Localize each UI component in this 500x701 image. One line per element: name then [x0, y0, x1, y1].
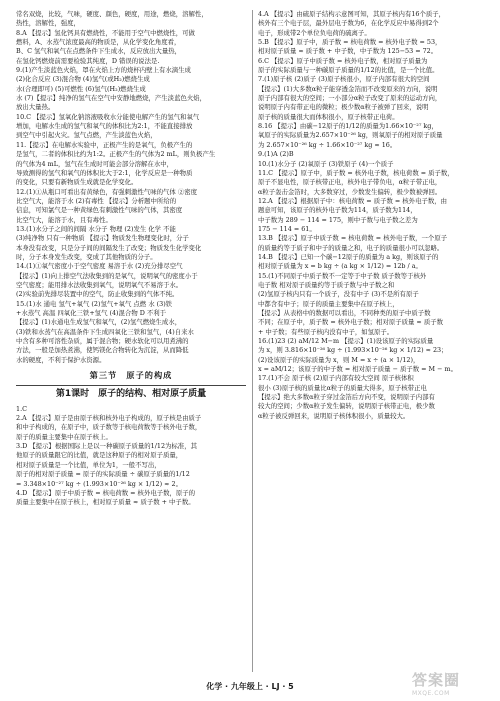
answer-line: 是氢气，二者的体积比约为1:2。正极产生的气体为2 mL，则负极产生: [16, 150, 216, 159]
answer-line: α粒子被反弹回来，说明原子核体积很小，质量较大。: [258, 411, 410, 420]
answer-line: 题意可知，该原子的核外电子数为114，质子数为114，: [258, 206, 417, 215]
section-title: 第三节 原子的构成: [89, 370, 173, 381]
answer-line: 增加，电解水生成的氢气和氧气的体积比为2:1，不能直接排放: [16, 122, 193, 131]
answer-line: 很小 (3)原子核的质量比α粒子的质量大得多，原子核带正电: [258, 383, 427, 392]
answer-line: 中子数为 289 − 114 = 175，则中子数与电子数之差为: [258, 215, 418, 224]
answer-line: 氧原子的实际质量为2.657×10⁻²⁶ kg，则氧原子的相对原子质量: [258, 131, 443, 140]
answer-line: 【提示】从表格中的数据可以看出，不同种类的原子中质子数: [258, 309, 431, 317]
answer-line: 14.B 【提示】已知一个碳−12原子的质量为 a kg，则该原子的: [258, 252, 439, 261]
answer-line: 电子，形成带2个单位负电荷的硫离子。: [258, 28, 371, 37]
answer-line: 12.(1)①从瓶口可看出有黄绿色，有强刺激性气味的气体 ②密度: [16, 187, 198, 196]
answer-line: 方法，一般是加热煮沸，使钙镁化合物转化为沉淀，从而降低: [16, 346, 189, 355]
left-answers-part-b: [16, 405, 246, 508]
answer-line: 【提示】(1)向上排空气法收集到的是氧气，说明氧气的密度小于: [16, 271, 198, 280]
answer-line: 的质量约等于质子和中子的质量之和，电子的质量很小可以忽略。: [258, 243, 444, 252]
answer-line: 核外有三个电子层，最外层电子数为6，在化学反应中易得到2个: [258, 19, 439, 28]
answer-line: 相对原子质量是一个比值，单位为1，一般不写出，: [16, 460, 161, 469]
answer-line: 他原子的质量跟它的比值，就是这种原子的相对原子质量，: [16, 451, 183, 460]
answer-line: 13.(1)水分子之间的间隔 水分子 物理 (2)发生 化学 不能: [16, 224, 176, 233]
answer-line: 16.(1)23 (2) aM/12 M−m 【提示】(1)设该原子的实际质量: [258, 337, 434, 346]
answer-line: 热性，溶解性，强度，: [16, 19, 80, 28]
answer-line: 原子的质量主要集中在原子核上。: [16, 432, 112, 441]
answer-line: + 中子数；有些原子核内没有中子，如氢原子。: [258, 327, 394, 336]
answer-line: 11.【提示】在电解水实验中，正极产生的是氧气，负极产生的: [16, 140, 193, 149]
answer-line: 为 2.657×10⁻²⁶ kg ÷ 1.66×10⁻²⁷ kg ≈ 16。: [258, 140, 397, 149]
answer-line: 2.A 【提示】原子是由原子核和核外电子构成的，原子核是由质子: [16, 414, 202, 423]
answer-line: 7.(1)原子核 (2)质子 (3)原子核很小，原子内部有很大的空间: [258, 75, 430, 84]
answer-line: 中含有多种可溶性杂质，属于混合物；硬水软化可以用煮沸的: [16, 337, 189, 346]
answer-line: 8.A 【提示】氢化钙具有燃烧性，不能用于空气中燃烧性，可做: [16, 28, 195, 37]
watermark-logo: [412, 669, 490, 695]
answer-line: 原子不显电性，原子核带正电，核外电子带负电，α粒子带正电，: [258, 178, 442, 187]
answer-line: 为 x，则 3.816×10⁻²⁶ kg ÷ (1.993×10⁻²⁶ kg × 1/12) ≈ 23；: [258, 346, 448, 355]
answer-line: 较大的空间；少数α粒子发生偏转，说明原子核带正电，极少数: [258, 402, 435, 411]
answer-line: 水 (7)【提示】纯净的氢气在空气中安静地燃烧，产生淡蓝色火焰，: [16, 94, 207, 103]
answer-line: 本身没有改变，只是分子间的间隔发生了改变；物质发生化学变化: [16, 243, 202, 252]
answer-line: 质量主要集中在原子核上，相对原子质量 ≈ 质子数 + 中子数。: [16, 498, 195, 507]
answer-line: 17.(1)不会 原子核 (2)原子内部有较大空间 原子核体积: [258, 374, 414, 383]
answer-line: 说明原子内有带正电的微粒；极少数α粒子被弹了回来，说明: [258, 103, 429, 112]
answer-line: 和中子构成的，在原子中，质子数等于核电荷数等于核外电子数，: [16, 423, 202, 432]
answer-line: 电子数 相对原子质量约等于质子数与中子数之和: [258, 280, 395, 289]
answer-line: 原子的实际质量与一种碳原子质量的1/12的比值，是一个比值。: [258, 66, 439, 75]
answer-line: 中都含有中子；原子的质量主要集中在原子核上，: [258, 299, 399, 308]
answer-line: 到空气中引起火灾。氢气点燃，产生淡蓝色火焰，: [16, 131, 157, 140]
answer-line: 4.A 【提示】由硫原子结构示意图可知，其原子核内有16个质子，: [258, 10, 446, 18]
answer-line: 比空气大，能溶于水，且有毒性。: [16, 215, 112, 224]
answer-line: 比空气大，能溶于水 (2)有毒性 【提示】分析题中所给的: [16, 196, 177, 205]
watermark-url: MXQE.COM: [412, 690, 450, 697]
answer-line: 常名双烧，比较，气味，硬度、颜色，硬度，用途，燃烧，溶解性，: [16, 10, 208, 18]
answer-line: (2)化合反应 (3)混合物 (4)氢气(或H₂)燃烧生成: [16, 75, 150, 84]
answer-line: 时，分子本身发生改变，变成了其他物质的分子。: [16, 252, 157, 261]
section-divider: [16, 385, 246, 386]
answer-line: 8.16 【提示】由碳−12原子的1/12的质量为1.66×10⁻²⁷ kg，: [258, 122, 438, 131]
answer-line: 【提示】绝大多数α粒子穿过金箔后方向不变，说明原子内部有: [258, 393, 435, 402]
answer-line: 3.D 【提示】根据国际上是以一种碳原子质量的1/12为标准，其: [16, 442, 197, 451]
answer-line: 在氢化钙燃烧前需要检验其纯度，D 错误的说法是.: [16, 56, 160, 65]
answer-line: α粒子轰击金箔时，大多数穿过，少数发生偏转，极少数被弹回。: [258, 187, 442, 196]
answer-line: 原子的相对原子质量 = 原子的实际质量 ÷ 碳原子质量的1/12: [16, 470, 190, 479]
answer-line: 的变化，只要有新物质生成就是化学变化。: [16, 178, 138, 187]
answer-line: 175 − 114 = 61。: [258, 224, 316, 233]
answer-line: 10.C 【提示】氢氧化钠溶液吸收水分能使电解产生的氢气和氧气: [16, 112, 200, 121]
answer-line: (3)纯净物 只有一种物质 【提示】物质发生物理变化时，分子: [16, 234, 189, 243]
answer-line: 相对原子质量为 x = b kg ÷ (a kg × 1/12) = 12b / a。: [258, 262, 422, 271]
answer-line: (2)氢原子核内只有一个质子，没有中子 (3)不是所有原子: [258, 290, 419, 299]
answer-line: 放出大量热。: [16, 103, 55, 112]
answer-line: 15.(1)不同原子中质子数不一定等于中子数 质子数等于核外: [258, 271, 427, 280]
answer-line: 10.(1)水分子 (2)氧原子 (3)铁原子 (4)一个质子: [258, 159, 394, 168]
answer-line: 11.C 【提示】原子中，质子数 = 核外电子数，核电荷数 = 质子数，: [258, 168, 454, 177]
answer-line: B、C 氢气和氧气在点燃条件下生成水，反应放出大量热，: [16, 47, 181, 56]
answer-line: 水的硬度，不利于保护水资源。: [16, 355, 106, 364]
answer-line: = 3.348×10⁻²⁷ kg ÷ (1.993×10⁻²⁶ kg × 1/12) ≈ 2。: [16, 479, 182, 488]
answer-line: 15.(1)水 通电 氢气+氧气 (2)氢气+氧气 点燃 水 (3)铁: [16, 299, 173, 308]
answer-line: 9.(1)产生淡蓝色火焰，罩在火焰上方的烧杯内壁上有水滴生成: [16, 66, 191, 75]
right-column: [258, 10, 488, 672]
answer-line: 相对原子质量 ≈ 质子数 + 中子数，中子数为 125−53 = 72。: [258, 47, 438, 56]
answer-line: 原子核的质量很大而体积很小，原子核带正电荷。: [258, 112, 399, 121]
answer-line: 信息，可知氯气是一种黄绿色有刺激性气味的气体，其密度: [16, 206, 183, 215]
answer-line: 水(合理即可) (5)可燃性 (6)氢气(H₂)燃烧生成: [16, 84, 146, 93]
answer-line: 4.D 【提示】原子中质子数 = 核电荷数 = 核外电子数，原子的: [16, 488, 196, 497]
answer-line: (3)铁和水蒸气在高温条件下生成四氧化三铁和氢气，(4)自来水: [16, 327, 194, 336]
answer-line: +水蒸气 高温 四氧化三铁+氢气 (4)混合物 D 不利于: [16, 309, 167, 317]
answer-line: 5.B 【提示】原子中，质子数 = 核电荷数 = 核外电子数 = 53，: [258, 38, 442, 47]
answer-page: [16, 10, 488, 680]
answer-line: 导致测得的氢气和氧气的体积比大于2:1，化学反应是一种物质: [16, 168, 193, 177]
answer-line: 12.A 【提示】根据原子中：核电荷数 = 质子数 = 核外电子数，由: [258, 196, 448, 205]
answer-line: x = aM/12；该原子的中子数 = 相对原子质量 − 质子数 = M − m。: [258, 365, 457, 374]
answer-line: 燃料，A、水蒸气浓度最高的物质是，从化学变化角度看，: [16, 38, 181, 47]
answer-line: 原子内部有很大的空间；一小部分α粒子改变了原来的运动方向，: [258, 94, 442, 103]
watermark-text: 答案圈: [412, 671, 461, 689]
answer-line: 的气体为4 mL，氢气在生成时可能会部分溶解在水中，: [16, 159, 173, 168]
answer-line: (2)设该原子的实际质量为 x，则 M = x ÷ (a × 1/12)，: [258, 355, 420, 364]
answer-line: (2)实验前先排尽装置中的空气，防止收集到的气体不纯。: [16, 290, 179, 299]
lesson-title: 第1课时 原子的结构、相对原子质量: [55, 389, 207, 400]
answer-line: 空气密度；能用排水法收集到氧气，说明氧气不易溶于水。: [16, 280, 183, 289]
left-answers-part-a: [16, 10, 246, 365]
answer-line: 6.C 【提示】原子中质子数 = 核外电子数，相对原子质量为: [258, 56, 428, 65]
answer-line: 【提示】(1)大多数α粒子能穿透金箔而不改变原来的方向，说明: [258, 84, 438, 93]
answer-line: 9.(1)A (2)B: [258, 150, 294, 159]
answer-line: 13.B 【提示】原子中质子数 = 核电荷数 = 核外电子数，一个原子: [258, 234, 448, 243]
answer-line: 1.C: [16, 404, 27, 413]
page-footer: 化学 · 九年级上 · LJ · 5: [206, 682, 294, 691]
answer-line: 【提示】(1)水通电生成氢气和氧气，(2)氢气燃烧生成水，: [16, 318, 182, 327]
column-divider: [252, 10, 253, 672]
left-column: [16, 10, 246, 672]
answer-line: 14.(1)①氧气密度小于空气密度 易溶于水 (2)充分排尽空气: [16, 262, 183, 271]
answer-line: 不同；在原子中，质子数 = 核外电子数；相对原子质量 ≈ 质子数: [258, 318, 443, 327]
